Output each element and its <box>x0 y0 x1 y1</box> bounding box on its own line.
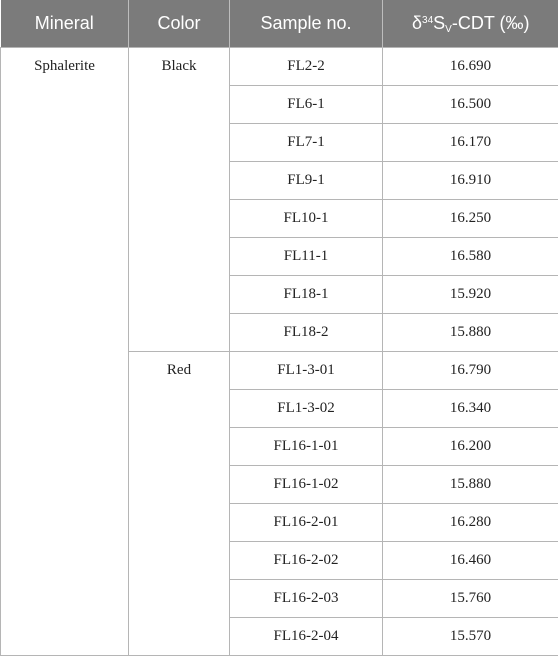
value-cell: 16.580 <box>383 238 558 276</box>
sample-cell: FL18-1 <box>230 276 383 314</box>
header-delta34s <box>383 0 558 48</box>
header-delta-s: S <box>433 13 446 33</box>
sample-cell: FL16-2-04 <box>230 618 383 656</box>
header-delta-superscript: 34 <box>422 15 434 26</box>
value-cell: 15.920 <box>383 276 558 314</box>
value-cell: 16.910 <box>383 162 558 200</box>
header-sample-no: Sample no. <box>230 0 383 48</box>
sample-cell: FL1-3-02 <box>230 390 383 428</box>
table-body <box>1 48 558 656</box>
value-cell: 15.570 <box>383 618 558 656</box>
sample-cell: FL6-1 <box>230 86 383 124</box>
sample-cell: FL11-1 <box>230 238 383 276</box>
value-cell: 16.790 <box>383 352 558 390</box>
value-cell: 15.760 <box>383 580 558 618</box>
value-cell: 16.200 <box>383 428 558 466</box>
header-row <box>1 0 558 48</box>
sample-cell: FL16-2-03 <box>230 580 383 618</box>
value-cell: 16.460 <box>383 542 558 580</box>
header-delta-symbol: δ <box>412 13 423 33</box>
sample-cell: FL16-1-02 <box>230 466 383 504</box>
color-cell: Red <box>129 352 230 656</box>
value-cell: 15.880 <box>383 466 558 504</box>
sample-cell: FL18-2 <box>230 314 383 352</box>
header-mineral: Mineral <box>1 0 129 48</box>
table-row <box>1 48 558 86</box>
value-cell: 15.880 <box>383 314 558 352</box>
value-cell: 16.340 <box>383 390 558 428</box>
value-cell: 16.690 <box>383 48 558 86</box>
sample-cell: FL2-2 <box>230 48 383 86</box>
sample-cell: FL7-1 <box>230 124 383 162</box>
value-cell: 16.280 <box>383 504 558 542</box>
header-color: Color <box>129 0 230 48</box>
table-header <box>1 0 558 48</box>
value-cell: 16.500 <box>383 86 558 124</box>
sample-cell: FL9-1 <box>230 162 383 200</box>
value-cell: 16.170 <box>383 124 558 162</box>
value-cell: 16.250 <box>383 200 558 238</box>
sample-cell: FL1-3-01 <box>230 352 383 390</box>
header-delta-rest: -CDT (‰) <box>451 13 530 33</box>
sample-cell: FL16-2-02 <box>230 542 383 580</box>
sample-cell: FL16-2-01 <box>230 504 383 542</box>
sample-cell: FL16-1-01 <box>230 428 383 466</box>
color-cell: Black <box>129 48 230 352</box>
sample-cell: FL10-1 <box>230 200 383 238</box>
mineral-cell: Sphalerite <box>1 48 129 656</box>
header-delta-subscript: V <box>445 24 452 35</box>
